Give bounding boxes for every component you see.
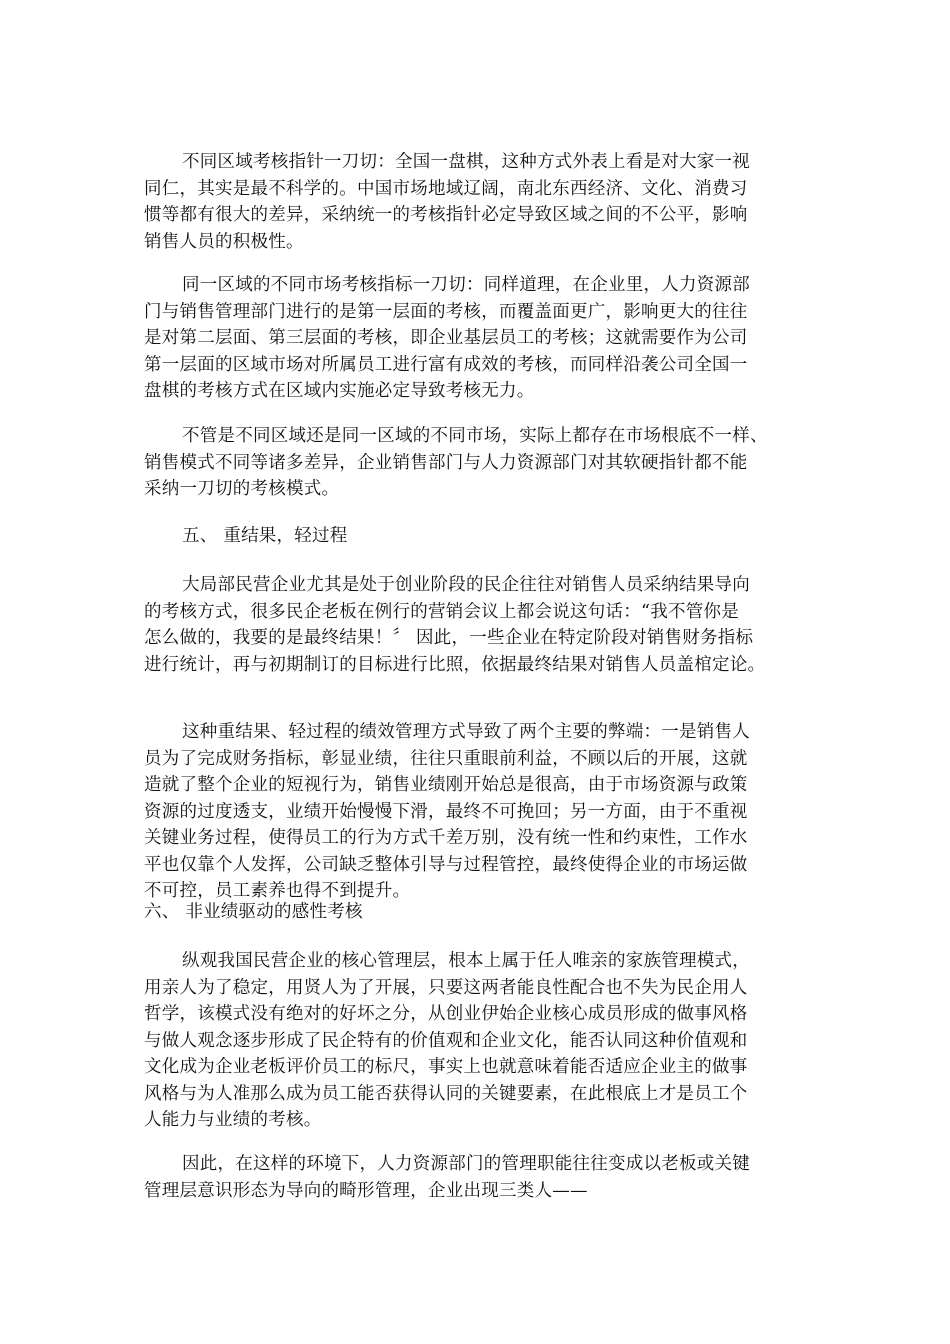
paragraph-family-management: 纵观我国民营企业的核心管理层，根本上属于任人唯亲的家族管理模式， 用亲人为了稳定，用贤人为了开展，只要这两者能良性配合也不失为民企用人 哲学，该模式没有绝对的好坏之分，从创业伊始企业核心成员形成的做事风格 与做人观念逐步形成了民企特有的价值观和企业文化，能否认同这种价值观和 文化成为企业老板评价员工的标尺，事实上也就意味着能否适应企业主的做事 风格与为人准那么成为员工能否获得认同的关键要素，在此根底上才是员工个 人能力与业绩的考核。 — [144, 951, 750, 1130]
section-heading-five: 五、 重结果，轻过程 — [182, 526, 348, 546]
section-heading-six: 六、 非业绩驱动的感性考核 — [144, 902, 363, 922]
paragraph-differences: 不管是不同区域还是同一区域的不同市场，实际上都存在市场根底不一样、 销售模式不同等诸多差异，企业销售部门与人力资源部门对其软硬指针都不能 采纳一刀切的考核模式。 — [144, 426, 768, 499]
paragraph-market-kpi: 同一区域的不同市场考核指标一刀切：同样道理，在企业里，人力资源部 门与销售管理部门进行的是第一层面的考核，而覆盖面更广，影响更大的往往 是对第二层面、第三层面的考核，即企业基层员工的考核；这就需要作为公司 第一层面的区域市场对所属员工进行富有成效的考核，而同样沿袭公司全国一 盘棋的考核方式在区域内实施必定导致考核无力。 — [144, 275, 750, 401]
paragraph-drawbacks: 这种重结果、轻过程的绩效管理方式导致了两个主要的弊端：一是销售人 员为了完成财务指标，彰显业绩，往往只重眼前利益，不顾以后的开展，这就 造就了整个企业的短视行为，销售业绩刚开始总是很高，由于市场资源与政策 资源的过度透支，业绩开始慢慢下滑，最终不可挽回；另一方面，由于不重视 关键业务过程，使得员工的行为方式千差万别，没有统一性和约束性，工作水 平也仅靠个人发挥，公司缺乏整体引导与过程管控，最终使得企业的市场运做 不可控，员工素养也得不到提升。 — [144, 722, 750, 901]
paragraph-hr-function: 因此，在这样的环境下，人力资源部门的管理职能往往变成以老板或关键 管理层意识形态为导向的畸形管理，企业出现三类人—— — [144, 1154, 750, 1201]
paragraph-result-oriented: 大局部民营企业尤其是处于创业阶段的民企往往对销售人员采纳结果导向 的考核方式，很多民企老板在例行的营销会议上都会说这句话：“我不管你是 怎么做的，我要的是最终结果！〞 因此，一些企业在特定阶段对销售财务指标 进行统计，再与初期制订的目标进行比照，依据最终结果对销售人员盖棺定论。 — [144, 575, 766, 675]
paragraph-regional-kpi: 不同区域考核指针一刀切：全国一盘棋，这种方式外表上看是对大家一视 同仁，其实是最不科学的。中国市场地域辽阔，南北东西经济、文化、消费习 惯等都有很大的差异，采纳统一的考核指针必定导致区域之间的不公平，影响 销售人员的积极性。 — [144, 152, 750, 252]
